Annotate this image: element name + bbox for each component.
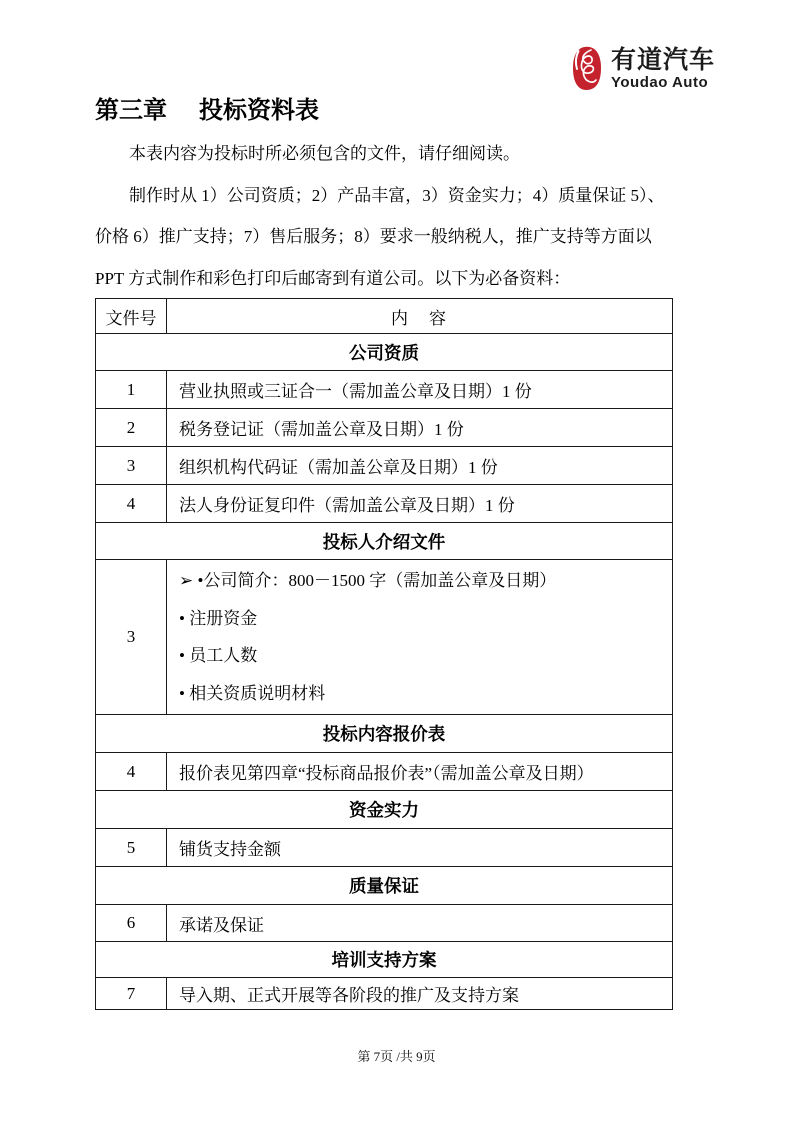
table-row bbox=[96, 447, 673, 485]
file-content: 法人身份证复印件（需加盖公章及日期）1 份 bbox=[167, 485, 673, 523]
section-label: 投标人介绍文件 bbox=[96, 523, 673, 560]
intro-paragraphs bbox=[95, 133, 677, 299]
col-header-content: 内 容 bbox=[167, 299, 673, 334]
table-row bbox=[96, 753, 673, 791]
section-row-training-support bbox=[96, 942, 673, 978]
section-label: 培训支持方案 bbox=[96, 942, 673, 978]
page-number: 第 7页 /共 9页 bbox=[357, 1049, 436, 1064]
section-label: 投标内容报价表 bbox=[96, 715, 673, 753]
file-number: 6 bbox=[96, 905, 167, 942]
file-number: 3 bbox=[96, 560, 167, 715]
table-row bbox=[96, 371, 673, 409]
file-content: 组织机构代码证（需加盖公章及日期）1 份 bbox=[167, 447, 673, 485]
section-row-quality-guarantee bbox=[96, 867, 673, 905]
section-row-bidder-introduction bbox=[96, 523, 673, 560]
file-number: 5 bbox=[96, 829, 167, 867]
file-number: 2 bbox=[96, 409, 167, 447]
bid-documents-table bbox=[95, 298, 673, 1010]
table-row bbox=[96, 978, 673, 1010]
intro-line-2: 制作时从 1）公司资质；2）产品丰富，3）资金实力；4）质量保证 5）、 bbox=[129, 185, 665, 205]
youdao-logo-icon bbox=[572, 46, 602, 92]
intro-line-1: 本表内容为投标时所必须包含的文件，请仔细阅读。 bbox=[129, 144, 520, 163]
logo-text bbox=[611, 48, 715, 90]
brand-name-en: Youdao Auto bbox=[610, 74, 709, 91]
file-number: 3 bbox=[96, 447, 167, 485]
bullet-line: • 相关资质说明材料 bbox=[179, 683, 326, 703]
file-content: 营业执照或三证合一（需加盖公章及日期）1 份 bbox=[167, 371, 673, 409]
table-row bbox=[96, 485, 673, 523]
intro-line-4: PPT 方式制作和彩色打印后邮寄到有道公司。以下为必备资料： bbox=[95, 268, 571, 288]
table-header-row bbox=[96, 299, 673, 334]
file-content-list bbox=[167, 560, 673, 715]
brand-name-cn: 有道汽车 bbox=[610, 46, 715, 74]
file-number: 1 bbox=[96, 371, 167, 409]
file-number: 7 bbox=[96, 978, 167, 1010]
section-row-quotation-table bbox=[96, 715, 673, 753]
chapter-number: 第三章 bbox=[95, 98, 167, 124]
section-label: 公司资质 bbox=[96, 334, 673, 371]
file-number: 4 bbox=[96, 485, 167, 523]
bullet-line: • 员工人数 bbox=[179, 646, 258, 666]
table-row bbox=[96, 409, 673, 447]
bullet-line: • 注册资金 bbox=[179, 608, 258, 628]
file-content: 税务登记证（需加盖公章及日期）1 份 bbox=[167, 409, 673, 447]
chapter-title: 投标资料表 bbox=[199, 98, 319, 124]
section-row-financial-strength bbox=[96, 791, 673, 829]
youdao-logo bbox=[572, 46, 715, 92]
page-footer bbox=[0, 1046, 793, 1065]
file-content: 导入期、正式开展等各阶段的推广及支持方案 bbox=[167, 978, 673, 1010]
col-header-file-no: 文件号 bbox=[96, 299, 167, 334]
section-row-company-qualification bbox=[96, 334, 673, 371]
file-content: 承诺及保证 bbox=[167, 905, 673, 942]
table-row bbox=[96, 905, 673, 942]
chapter-heading bbox=[95, 90, 319, 125]
section-label: 资金实力 bbox=[96, 791, 673, 829]
table-row bbox=[96, 829, 673, 867]
table-row-multiline bbox=[96, 560, 673, 715]
intro-line-3: 价格 6）推广支持；7）售后服务；8）要求一般纳税人，推广支持等方面以 bbox=[95, 227, 652, 246]
section-label: 质量保证 bbox=[96, 867, 673, 905]
file-content: 报价表见第四章“投标商品报价表”（需加盖公章及日期） bbox=[167, 753, 673, 791]
file-number: 4 bbox=[96, 753, 167, 791]
file-content: 铺货支持金额 bbox=[167, 829, 673, 867]
bullet-line: ➢ •公司简介：800－1500 字（需加盖公章及日期） bbox=[179, 571, 557, 590]
